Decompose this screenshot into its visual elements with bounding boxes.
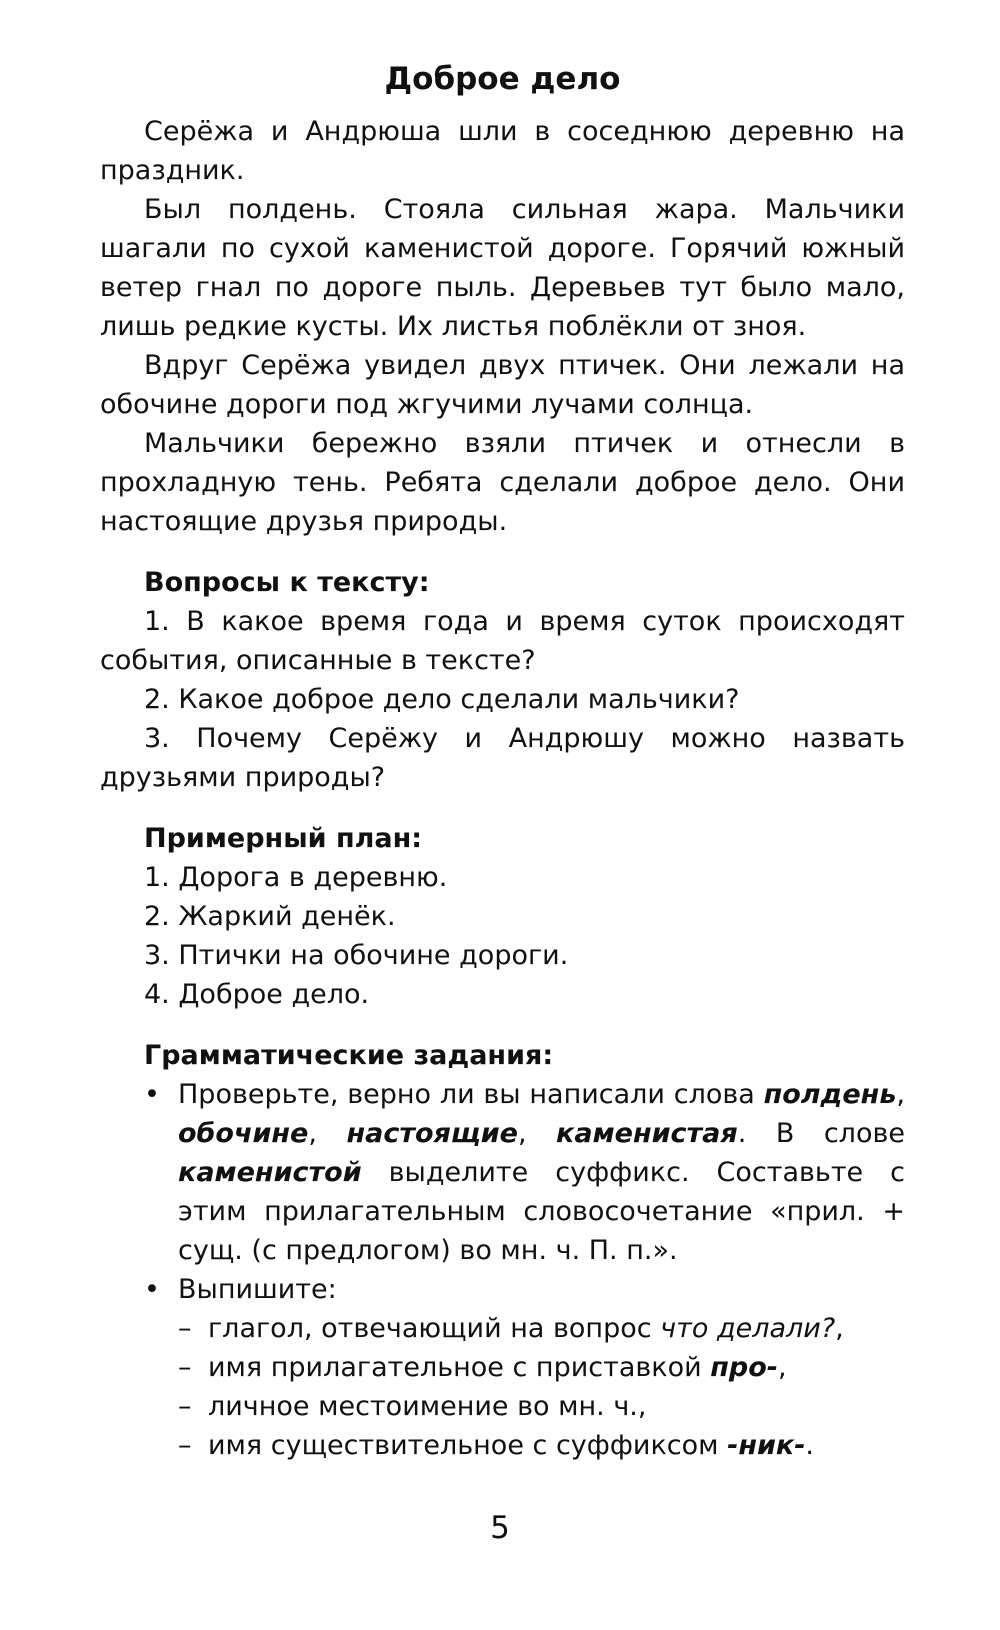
dash-icon: – — [178, 1313, 192, 1344]
dash-icon: – — [178, 1391, 192, 1422]
plan-item-2: 2. Жаркий денёк. — [144, 901, 396, 932]
word-kamenistaya: каменистая — [556, 1118, 738, 1149]
task2-item-4 — [100, 1426, 905, 1465]
question-item-3: 3. Почему Серёжу и Андрюшу можно назвать друзьями природы? — [100, 723, 905, 793]
suffix-nik: -ник- — [727, 1430, 806, 1461]
page-title: Доброе дело — [384, 61, 621, 97]
task2-item-3 — [100, 1387, 905, 1426]
grammar-task-1 — [100, 1075, 905, 1270]
task2-item-2-end: , — [778, 1352, 787, 1383]
comma-1: , — [896, 1079, 905, 1110]
grammar-task-2 — [100, 1270, 905, 1309]
page-content — [100, 58, 905, 1465]
task1-text-c: выделите суффикс. Составьте с этим прилагательным словосочетание «прил. + сущ. (с предлогом) во мн. ч. П. п.». — [178, 1157, 905, 1266]
task1-text-b: . В слове — [737, 1118, 905, 1149]
dash-icon: – — [178, 1430, 192, 1461]
question-item-1: 1. В какое время года и время суток происходят события, описанные в тексте? — [100, 606, 905, 676]
task2-item-1-end: , — [835, 1313, 844, 1344]
story-paragraph-4: Мальчики бережно взяли птичек и отнесли в прохладную тень. Ребята сделали доброе дело. Они настоящие друзья природы. — [100, 428, 905, 537]
task2-item-4-text: имя существительное с суффиксом — [208, 1430, 728, 1461]
question-item-2: 2. Какое доброе дело сделали мальчики? — [144, 684, 740, 715]
plan-item-1: 1. Дорога в деревню. — [144, 862, 448, 893]
bullet-icon: • — [144, 1079, 160, 1110]
story-paragraph-1: Серёжа и Андрюша шли в соседнюю деревню на праздник. — [100, 116, 905, 186]
plan-heading: Примерный план: — [144, 823, 423, 854]
prefix-pro: про- — [710, 1352, 778, 1383]
comma-3: , — [517, 1118, 557, 1149]
task2-item-2 — [100, 1348, 905, 1387]
task2-item-3-text: личное местоимение во мн. ч., — [208, 1391, 647, 1422]
task2-label: Выпишите: — [178, 1274, 337, 1305]
task1-text-a: Проверьте, верно ли вы написали слова — [178, 1079, 764, 1110]
bullet-icon: • — [144, 1274, 160, 1305]
grammar-heading: Грамматические задания: — [144, 1040, 554, 1071]
task2-item-4-end: . — [805, 1430, 815, 1461]
task2-item-1-question: что делали? — [660, 1313, 836, 1344]
page-number: 5 — [490, 1510, 510, 1546]
word-polden: полдень — [763, 1079, 897, 1110]
comma-2: , — [308, 1118, 347, 1149]
plan-item-4: 4. Доброе дело. — [144, 979, 370, 1010]
questions-heading: Вопросы к тексту: — [144, 567, 430, 598]
story-paragraph-3: Вдруг Серёжа увидел двух птичек. Они лежали на обочине дороги под жгучими лучами солнца. — [100, 350, 905, 420]
task2-item-2-text: имя прилагательное с приставкой — [208, 1352, 711, 1383]
word-kamenistoy: каменистой — [178, 1157, 362, 1188]
plan-item-3: 3. Птички на обочине дороги. — [144, 940, 569, 971]
dash-icon: – — [178, 1352, 192, 1383]
word-obochine: обочине — [178, 1118, 309, 1149]
task2-item-1 — [100, 1309, 905, 1348]
task2-item-1-text: глагол, отвечающий на вопрос — [208, 1313, 661, 1344]
story-paragraph-2: Был полдень. Стояла сильная жара. Мальчики шагали по сухой каменистой дороге. Горячий южный ветер гнал по дороге пыль. Деревьев тут было мало, лишь редкие кусты. Их листья поблёкли от зноя. — [100, 194, 905, 342]
word-nastoyashchie: настоящие — [346, 1118, 518, 1149]
